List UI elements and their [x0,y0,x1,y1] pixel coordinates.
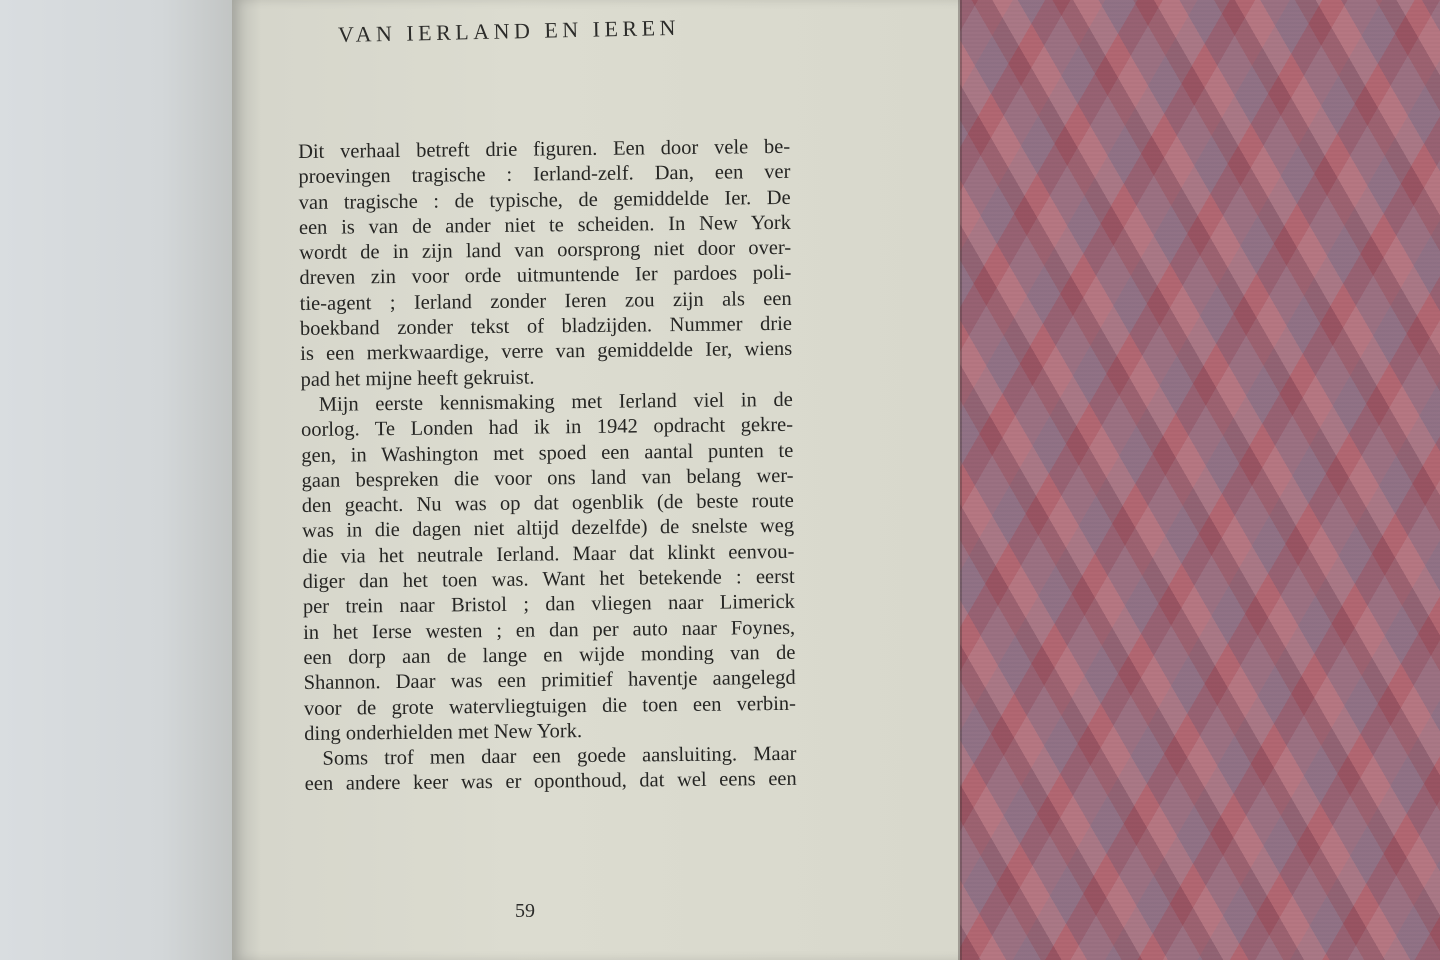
text-line: gen, in Washington met spoed een aantal punten te [301,439,794,467]
text-line: een is van de ander niet te scheiden. In New York [298,211,792,239]
text-line: een dorp aan de lange en wijde monding van de [303,641,796,669]
facing-page [0,0,232,960]
woven-fabric-background [960,0,1440,960]
text-line: boekband zonder tekst of bladzijden. Nummer drie [299,312,793,341]
text-line: Shannon. Daar was een primitief haventje aangelegd [303,667,796,695]
text-line: Soms trof men daar een goede aansluiting. Maar [322,742,797,770]
text-line: gaan bespreken die voor ons land van belang wer- [301,464,794,492]
text-line: pad het mijne heeft gekruist. [300,366,535,391]
chapter-title: VAN IERLAND EN IEREN [337,14,681,47]
text-line: proevingen tragische : Ierland-zelf. Dan, een ver [298,161,791,189]
body-text [298,135,797,798]
text-line: in het Ierse westen ; en dan per auto naar Foynes, [303,616,796,644]
page-edge-shadow [958,0,962,960]
text-line: voor de grote watervliegtuigen die toen een verbin- [303,692,797,720]
text-line: Dit verhaal betreft drie figuren. Een door vele be- [298,135,791,163]
text-line: was in die dagen niet altijd dezelfde) de snelste weg [301,515,795,543]
page-number: 59 [515,900,535,922]
text-line: ding onderhielden met New York. [304,719,583,745]
text-line: is een merkwaardige, verre van gemiddelde Ier, wiens [300,338,793,366]
text-line: Mijn eerste kennismaking met Ierland viel in de [318,388,793,416]
text-line: den geacht. Nu was op dat ogenblik (de beste route [301,489,794,518]
text-line: dreven zin voor orde uitmuntende Ier pardoes poli- [299,262,792,290]
text-line: oorlog. Te Londen had ik in 1942 opdracht gekre- [300,414,794,442]
text-line: wordt de in zijn land van oorsprong niet door over- [299,237,792,265]
text-line: die via het neutrale Ierland. Maar dat klinkt eenvou- [302,540,795,568]
text-line: een andere keer was er oponthoud, dat wel eens een [304,768,797,796]
text-line: tie-agent ; Ierland zonder Ieren zou zijn als een [299,287,792,315]
text-line: diger dan het toen was. Want het betekende : eerst [302,565,795,594]
text-line: van tragische : de typische, de gemiddelde Ier. De [298,186,791,214]
text-line: per trein naar Bristol ; dan vliegen naar Limerick [302,591,795,619]
